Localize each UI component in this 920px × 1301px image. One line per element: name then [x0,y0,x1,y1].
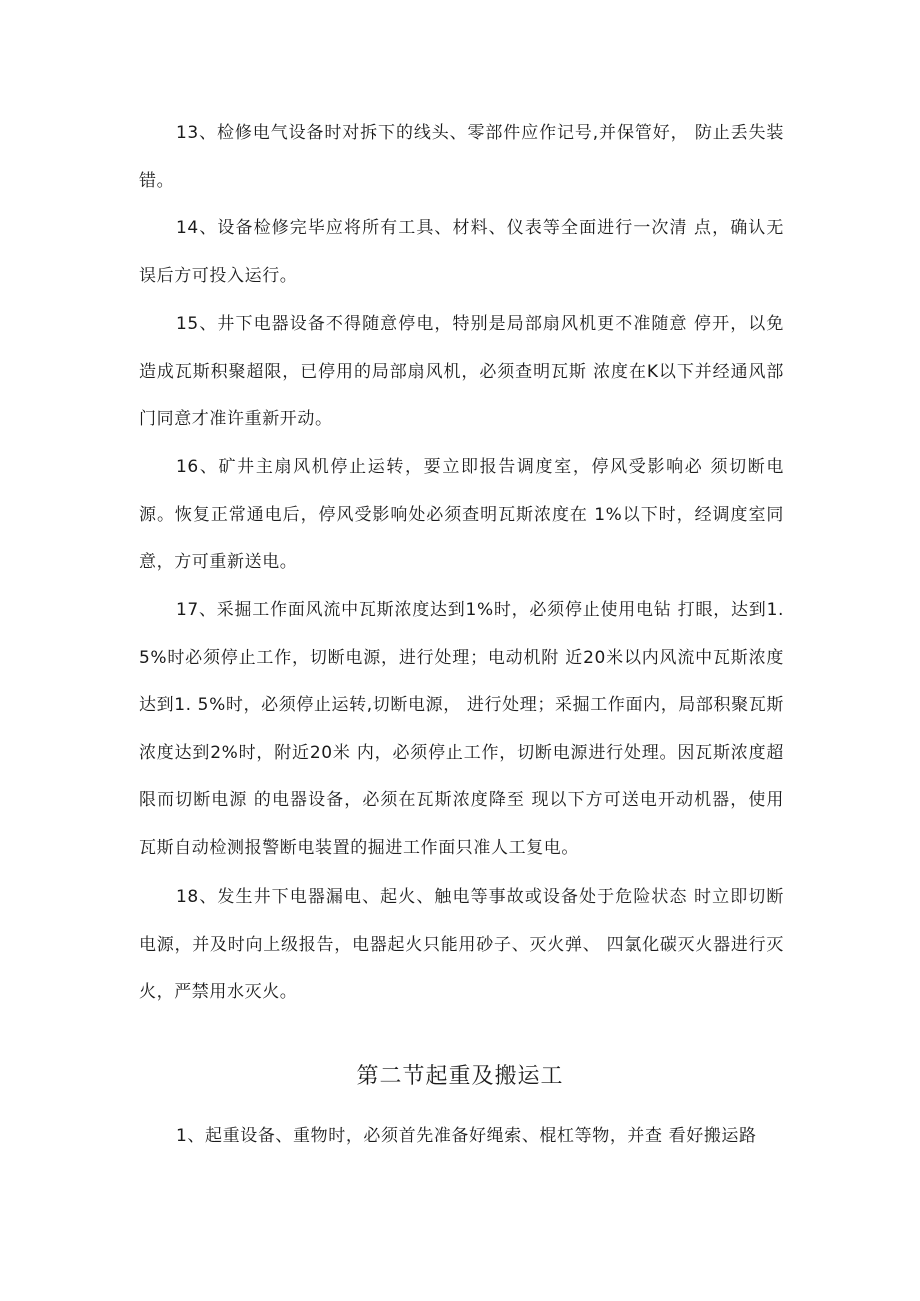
section-heading: 第二节起重及搬运工 [356,1064,564,1089]
paragraph-17: 17、采掘工作面风流中瓦斯浓度达到1%时，必须停止使用电钻 打眼，达到1.5%时必须停止工作，切断电源，进行处理；电动机附 近20米以内风流中瓦斯浓度达到1. 5%时，必须停止运转,切断电源， 进行处理；采掘工作面内，局部积聚瓦斯浓度达到2%时，附近20米 内，必须停止工作，切断电源进行处理。因瓦斯浓度超限而切断电源 的电器设备，必须在瓦斯浓度降至 现以下方可送电开动机器，使用 瓦斯自动检测报警断电装置的掘进工作面只准人工复电。 [139,600,784,858]
paragraph-18: 18、发生井下电器漏电、起火、触电等事故或设备处于危险状态 时立即切断电源，并及时向上级报告，电器起火只能用砂子、灭火弹、 四氯化碳灭火器进行灭火，严禁用水灭火。 [139,887,784,1002]
paragraph-16: 16、矿井主扇风机停止运转，要立即报告调度室，停风受影响必 须切断电源。恢复正常通电后，停风受影响处必须查明瓦斯浓度在 1%以下时，经调度室同意，方可重新送电。 [139,457,784,572]
section-paragraph-1: 1、起重设备、重物时，必须首先准备好绳索、棍杠等物，并查 看好搬运路 [176,1126,757,1146]
paragraph-14: 14、设备检修完毕应将所有工具、材料、仪表等全面进行一次清 点，确认无误后方可投入运行。 [139,218,784,286]
paragraph-15: 15、井下电器设备不得随意停电，特别是局部扇风机更不准随意 停开，以免造成瓦斯积聚超限，已停用的局部扇风机，必须查明瓦斯 浓度在K以下并经通风部门同意才准许重新开动。 [139,314,784,429]
paragraph-13: 13、检修电气设备时对拆下的线头、零部件应作记号,并保管好， 防止丢失装错。 [139,123,784,191]
